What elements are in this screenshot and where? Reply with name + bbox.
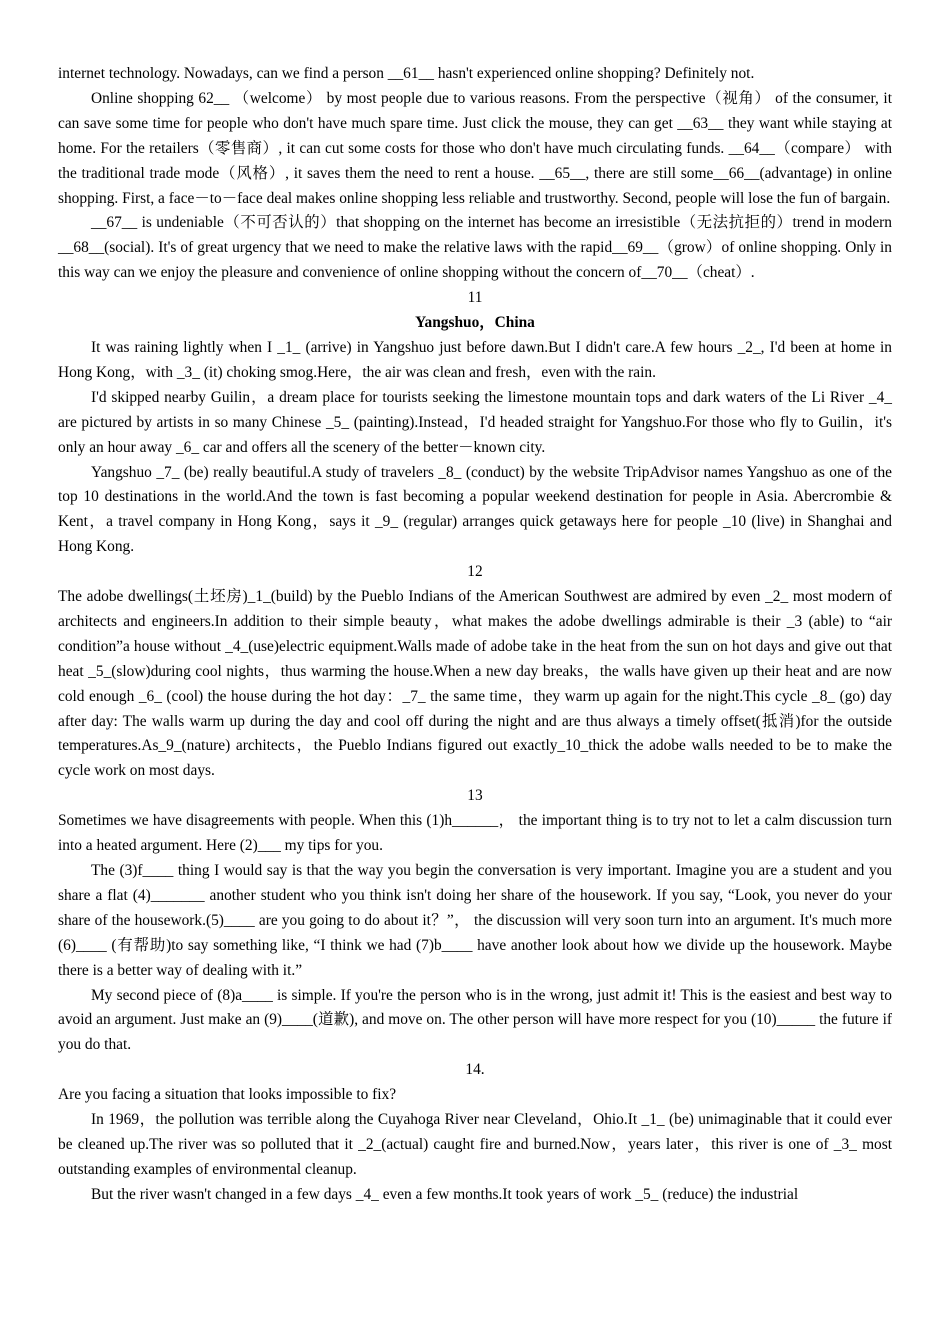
section-number: 11: [467, 289, 483, 307]
paragraph: My second piece of (8)a____ is simple. If you're the person who is in the wrong, just admit it! This is the easiest and best way to avoid an argument. Just make an (9)____(道歉), and move on. The other person will have more respect for you (10)_____ the future if you do that.: [58, 986, 892, 1054]
paragraph: I'd skipped nearby Guilin，a dream place for tourists seeking the limestone mountain tops and dark waters of the Li River _4_ are pictured by artists in so many Chinese _5_ (painting).Instead，I'd headed straight for Yangshuo.For those who fly to Guilin，it's only an hour away _6_ car and offers all the scenery of the better－known city.: [58, 388, 892, 456]
paragraph: Sometimes we have disagreements with people. When this (1)h______， the important thing is to try not to let a calm discussion turn into a heated argument. Here (2)___ my tips for you.: [58, 812, 892, 855]
paragraph: Yangshuo _7_ (be) really beautiful.A study of travelers _8_ (conduct) by the website TripAdvisor names Yangshuo as one of the top 10 destinations in the world.And the town is fast becoming a popular weekend destination for people in Asia. Abercrombie & Kent，a travel company in Hong Kong，says it _9_ (regular) arranges quick getaways here for people _10 (live) in Shanghai and Hong Kong.: [58, 463, 892, 556]
paragraph: The adobe dwellings(土坯房)_1_(build) by the Pueblo Indians of the American Southwest are admired by even _2_ most modern of architects and engineers.In addition to their simple beauty，what makes the adobe dwellings admirable is their _3 (able) to “air condition”a house without _4_(use)electric equipment.Walls made of adobe take in the heat from the sun on hot days and give out that heat _5_(slow)during cool nights，thus warming the house.When a new day breaks，the walls have given up their heat and are now cold enough _6_ (cool) the house during the hot day：_7_ the same time，they warm up again for the night.This cycle _8_ (go) day after day: The walls warm up during the day and cool off during the night and are thus always a timely offset(抵消)for the outside temperatures.As_9_(nature) architects，the Pueblo Indians figured out exactly_10_thick the adobe walls needed to be to make the cycle work on most days.: [58, 588, 892, 780]
section-title: Yangshuo，China: [415, 314, 535, 332]
paragraph: But the river wasn't changed in a few days _4_ even a few months.It took years of work _5_ (reduce) the industrial: [91, 1185, 799, 1203]
section-number: 14.: [465, 1061, 485, 1079]
document-page: [58, 62, 892, 1208]
paragraph: Online shopping 62__ （welcome） by most people due to various reasons. From the perspective（视角） of the consumer, it can save some time for people who don't have much spare time. Just click the mouse, they can get __63__ they want while staying at home. For the retailers（零售商）, it can cut some costs for those who don't have much circulating funds. __64__（compare） with the traditional trade mode（风格）, it saves them the need to rent a house. __65__, there are still some__66__(advantage) in online shopping. First, a face－to－face deal makes online shopping less reliable and trustworthy. Second, people will lose the fun of bargain.: [58, 89, 892, 207]
section-number: 13: [467, 787, 483, 805]
paragraph: The (3)f____ thing I would say is that the way you begin the conversation is very important. Imagine you are a student and you share a flat (4)_______ another student who you think isn't doing her share of the housework. If you say, “Look, you never do your share of the housework.(5)____ are you going to do about it？”， the discussion will very soon turn into an argument. It's much more (6)____ (有帮助)to say something like, “I think we had (7)b____ have another look about how we divide up the housework. Maybe there is a better way of dealing with it.”: [58, 862, 892, 979]
paragraph: __67__ is undeniable（不可否认的）that shopping on the internet has become an irresistible（无法抗拒的）trend in modern __68__(social). It's of great urgency that we need to make the relative laws with the rapid__69__（grow）of online shopping. Only in this way can we enjoy the pleasure and convenience of online shopping without the concern of__70__（cheat）.: [58, 214, 892, 282]
paragraph: internet technology. Nowadays, can we find a person __61__ hasn't experienced online shopping? Definitely not.: [58, 65, 755, 82]
paragraph: In 1969，the pollution was terrible along the Cuyahoga River near Cleveland，Ohio.It _1_ (be) unimaginable that it could ever be cleaned up.The river was so polluted that it _2_(actual) caught fire and burned.Now，years later，this river is one of _3_ most outstanding examples of environmental cleanup.: [58, 1111, 892, 1178]
paragraph: Are you facing a situation that looks impossible to fix?: [58, 1086, 397, 1104]
section-number: 12: [467, 563, 483, 581]
paragraph: It was raining lightly when I _1_ (arrive) in Yangshuo just before dawn.But I didn't care.A few hours _2_, I'd been at home in Hong Kong，with _3_ (it) choking smog.Here，the air was clean and fresh，even with the rain.: [58, 338, 892, 381]
